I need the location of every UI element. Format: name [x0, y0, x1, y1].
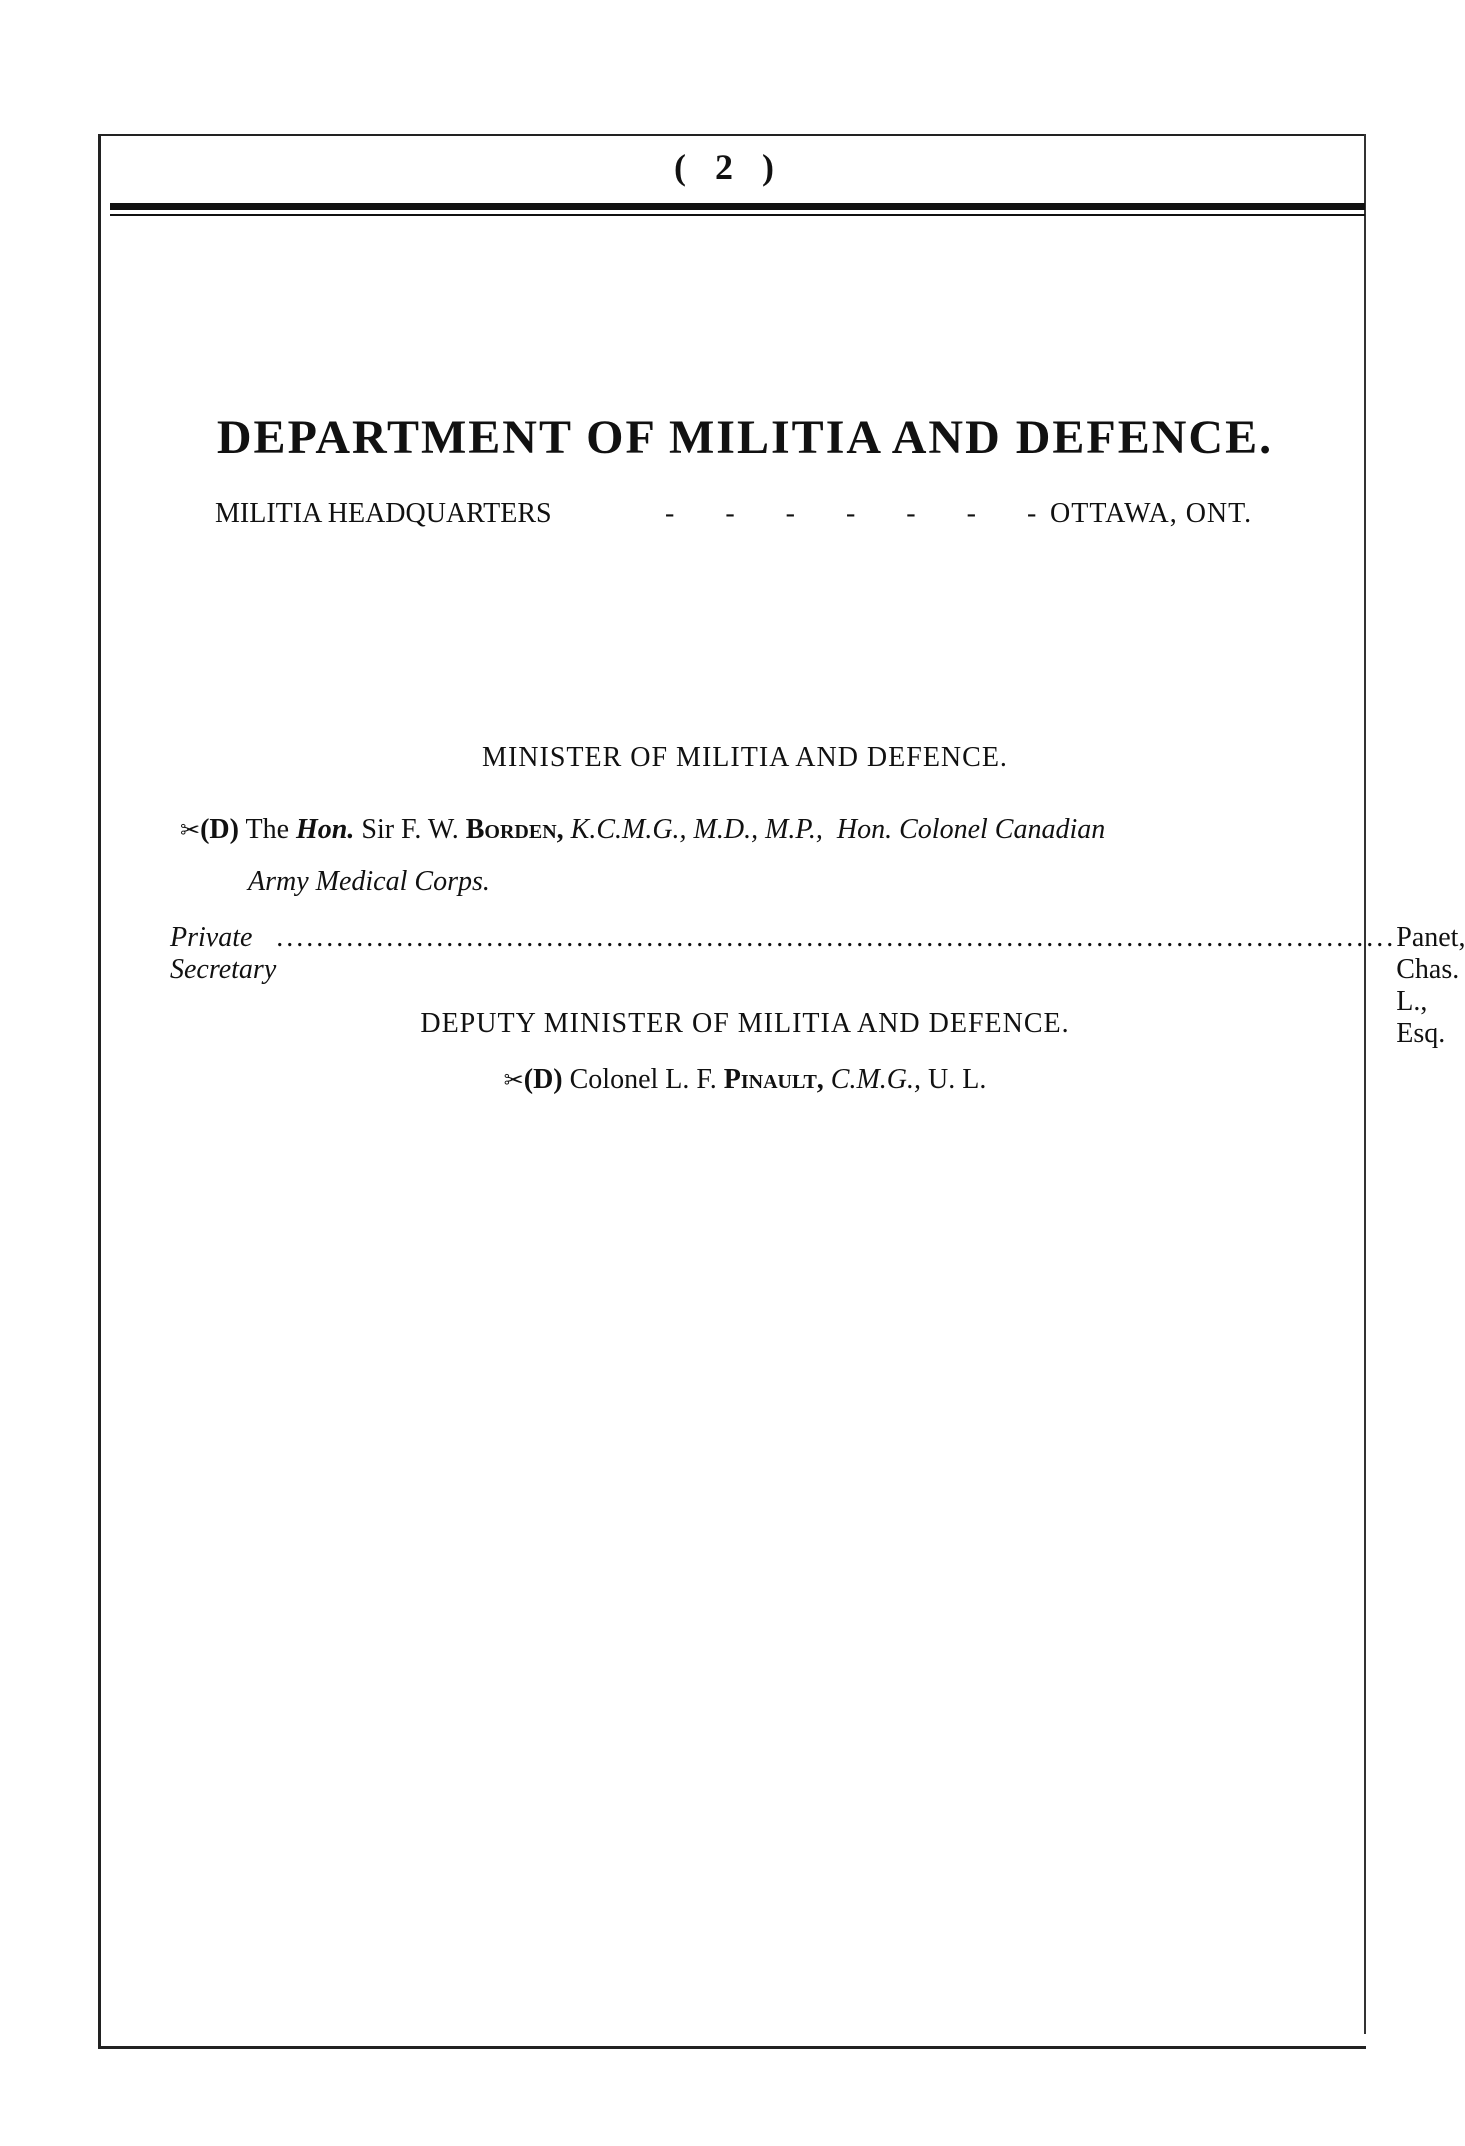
header-rule-thin — [110, 214, 1365, 216]
deputy-minister-heading: DEPUTY MINISTER OF MILITIA AND DEFENCE. — [420, 1008, 1070, 1039]
page-frame-bottom — [98, 2046, 1366, 2049]
headquarters-location: OTTAWA, ONT. — [1050, 498, 1253, 529]
deputy-surname: Pinault, — [723, 1064, 824, 1095]
leader-dots: ................................................................................................................ — [276, 922, 1397, 953]
minister-mark: (D) — [200, 814, 239, 845]
page-frame-left — [98, 134, 101, 2049]
private-secretary-name: Panet, Chas. L., Esq. — [1396, 922, 1465, 1049]
scissors-icon: ✂ — [503, 1066, 524, 1094]
minister-hon: Hon. — [296, 814, 355, 845]
private-secretary-label: Private Secretary — [170, 922, 277, 985]
headquarters-dashes: - - - - - - - — [665, 498, 1059, 529]
header-rule-thick — [110, 203, 1365, 210]
department-title: DEPARTMENT OF MILITIA AND DEFENCE. — [216, 411, 1274, 464]
page-frame-right — [1364, 134, 1366, 2034]
deputy-title: Colonel L. F. — [569, 1064, 717, 1095]
deputy-mark: (D) — [523, 1064, 563, 1095]
minister-entry — [180, 814, 1340, 846]
minister-rank: Hon. Colonel Canadian — [836, 814, 1106, 845]
scissors-icon: ✂ — [180, 816, 201, 844]
minister-corps: Army Medical Corps. — [248, 866, 490, 897]
deputy-suffix: U. L. — [928, 1064, 987, 1095]
minister-surname: Borden, — [465, 814, 564, 845]
page-frame-top — [100, 134, 1365, 136]
deputy-minister-entry — [150, 1064, 1340, 1096]
minister-honours: K.C.M.G., M.D., M.P., — [570, 814, 823, 845]
page-number: ( 2 ) — [674, 147, 784, 187]
headquarters-label: MILITIA HEADQUARTERS — [215, 498, 552, 529]
minister-prefix: The — [245, 814, 290, 845]
minister-heading: MINISTER OF MILITIA AND DEFENCE. — [482, 742, 1008, 773]
minister-name: Sir F. W. — [361, 814, 459, 845]
deputy-honours: C.M.G., — [830, 1064, 922, 1095]
